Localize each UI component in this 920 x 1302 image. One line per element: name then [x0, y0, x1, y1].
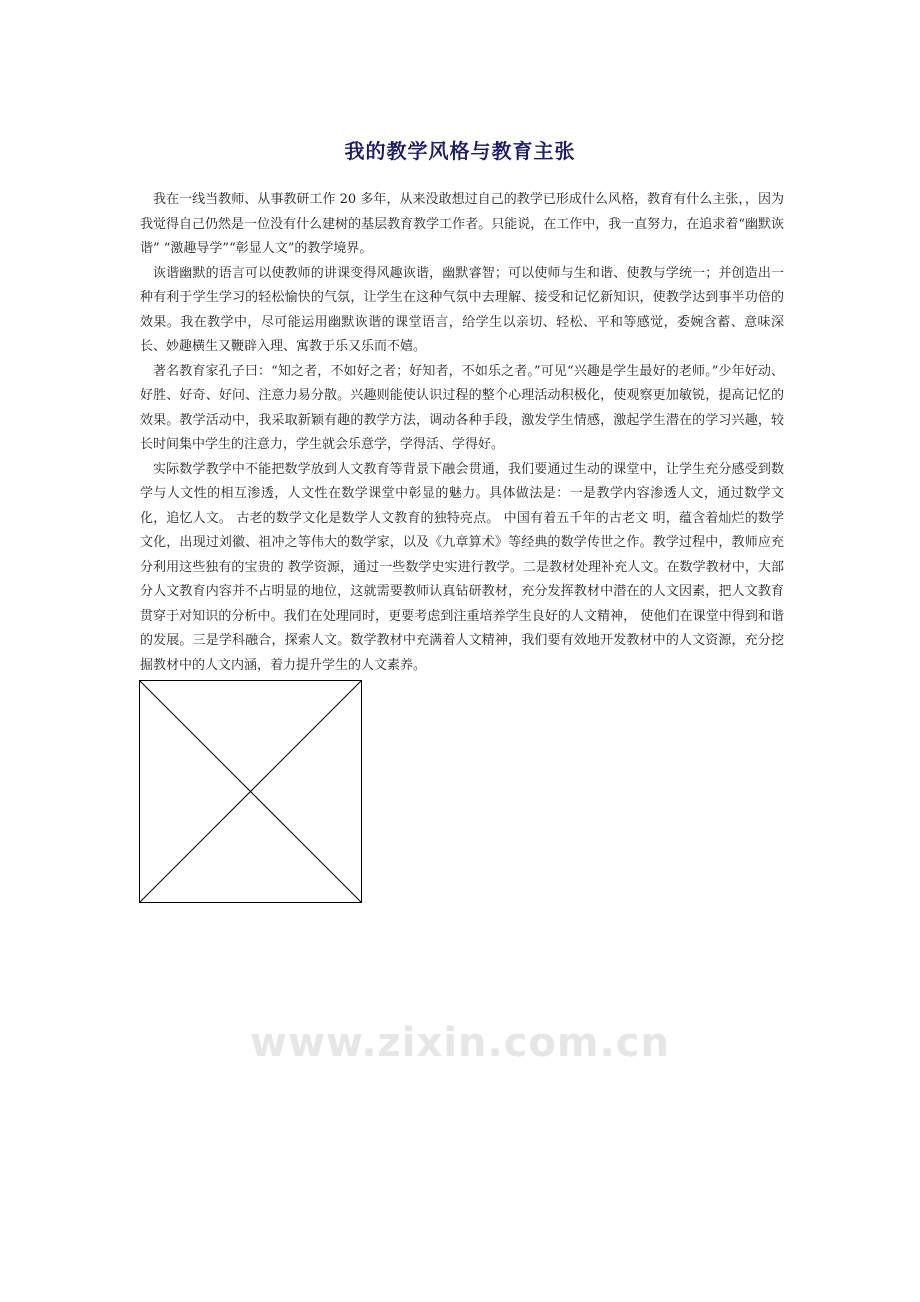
page-title: 我的教学风格与教育主张 [344, 139, 576, 164]
paragraph-2: 诙谐幽默的语言可以使教师的讲课变得风趣诙谐，幽默睿智；可以使师与生和谐、使教与学统一；并创造出一种有利于学生学习的轻松愉快的气氛，让学生在这种气氛中去理解、接受和记忆新知识，使教学达到事半功倍的效果。我在教学中，尽可能运用幽默诙谐的课堂语言，给学生以亲切、轻松、平和等感觉，委婉含蓄、意味深长、妙趣横生又鞭辟入理、寓教于乐又乐而不嬉。 [140, 265, 784, 354]
article-body [140, 188, 784, 678]
watermark: www.zixin.com.cn [250, 1020, 670, 1066]
missing-image-cross-icon [139, 680, 362, 903]
missing-image-placeholder [139, 680, 362, 903]
paragraph-4: 实际数学教学中不能把数学放到人文教育等背景下融会贯通，我们要通过生动的课堂中，让学生充分感受到数学与人文性的相互渗透，人文性在数学课堂中彰显的魅力。具体做法是：一是教学内容渗透人文，通过数学文化，追忆人文。 古老的数学文化是数学人文教育的独特亮点。 中国有着五千年的古老文 明，蕴含着灿烂的数学文化，出现过刘徽、祖冲之等伟大的数学家，以及《九章算术》等经典的数学传世之作。教学过程中，教师应充分利用这些独有的宝贵的 教学资源，通过一些数学史实进行教学。二是教材处理补充人文。在数学教材中，大部分人文教育内容并不占明显的地位，这就需要教师认真钻研教材，充分发挥教材中潜在的人文因素，把人文教育贯穿于对知识的分析中。我们在处理同时，更要考虑到注重培养学生良好的人文精神， 使他们在课堂中得到和谐的发展。三是学科融合，探索人文。数学教材中充满着人文精神，我们要有效地开发教材中的人文资源，充分挖 掘教材中的人文内涵，着力提升学生的人文素养。 [140, 461, 784, 673]
paragraph-3: 著名教育家孔子曰：“知之者，不如好之者；好知者，不如乐之者。”可见“兴趣是学生最好的老师。”少年好动、好胜、好奇、好问、注意力易分散。兴趣则能使认识过程的整个心理活动积极化，使观察更加敏锐，提高记忆的效果。教学活动中，我采取新颖有趣的教学方法，调动各种手段，激发学生情感，激起学生潜在的学习兴趣，较长时间集中学生的注意力，学生就会乐意学，学得活、学得好。 [140, 363, 784, 452]
paragraph-1: 我在一线当教师、从事教研工作 20 多年，从来没敢想过自己的教学已形成什么风格，教育有什么主张，，因为我觉得自己仍然是一位没有什么建树的基层教育教学工作者。只能说，在工作中，我一直努力，在追求着“幽默诙谐” “激趣导学”“彰显人文”的教学境界。 [140, 192, 784, 256]
